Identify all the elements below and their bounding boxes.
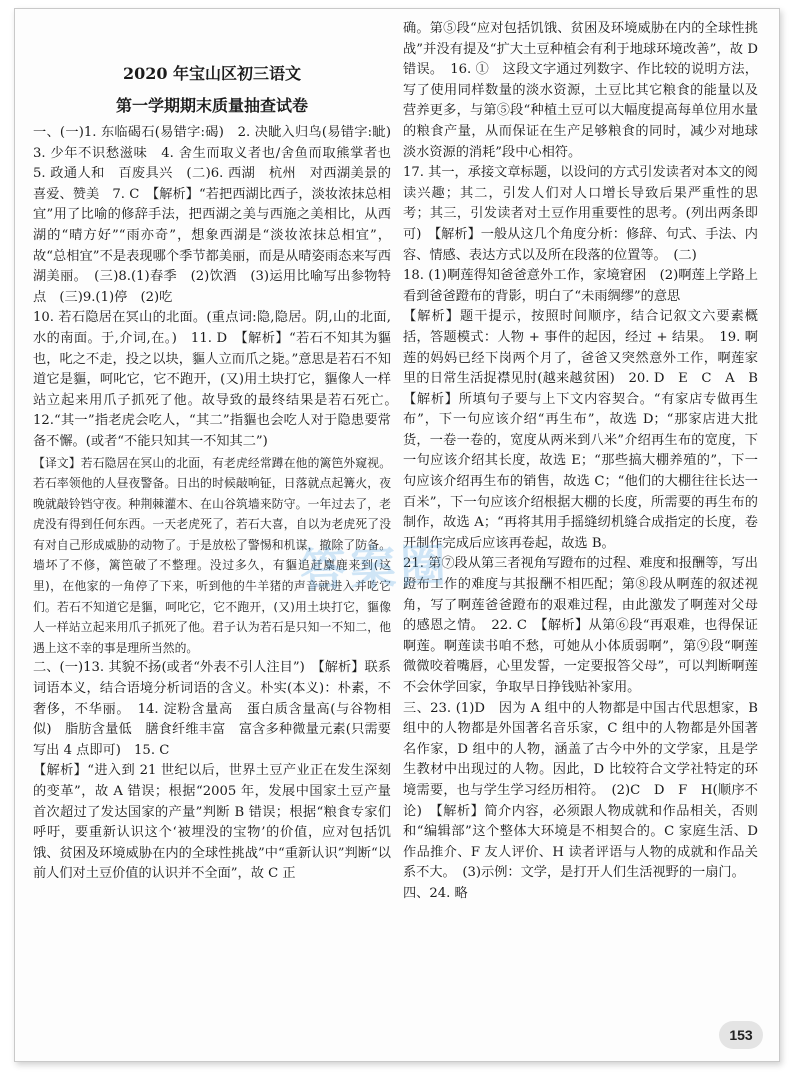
- answer-paragraph: 【解析】题干提示，按照时间顺序，结合记叙文六要素概括，答题模式：人物 + 事件的起因，经过 + 结果。 19. 啊莲的妈妈已经下岗两个月了，爸爸又突然意外工作，啊莲家里的日常生活捉襟见肘(越来越贫困) 20. D E C A B 【解析】所填句子要与上下文内容契合。“有家店专做再生布”，下一句应该介绍“再生布”，故选 D；“那家店进大批货，一卷一卷的，宽度从两米到八米”介绍再生布的宽度，下一句应该介绍其长度，故选 E；“那些搞大棚养殖的”，下一句应该介绍再生布的销售，故选 C；“他们的大棚往往长达一百米”，下一句应该介绍根据大棚的长度，所需要的再生布的制作，故选 A；“再将其用手摇缝纫机缝合成指定的长度，卷开制作完成后应该再卷起，故选 B。: [403, 309, 772, 551]
- answer-paragraph: 三、23. (1)D 因为 A 组中的人物都是中国古代思想家，B 组中的人物都是外国著名音乐家，C 组中的人物都是外国著名作家，D 组中的人物，涵盖了古今中外的文学家，且是学生教材中出现过的人物。因此，D 比较符合文学社特定的环境需要，也与学生学习经历相符。 (2)C D F H(顺序不论) 【解析】简介内容，必须跟人物成就和作品相关，否则和“编辑部”这个整体大环境是不相契合的。C 家庭生活、D 作品推介、F 友人评价、H 读者评语与人物的成就和作品关系不大。 (3)示例：文学，是打开人们生活视野的一扇门。: [403, 700, 758, 881]
- answer-paragraph: 二、(一)13. 其貌不扬(或者“外表不引人注目”) 【解析】联系词语本义，结合语境分析词语的含义。朴实(本义)：朴素，不奢侈，不华丽。 14. 淀粉含量高 蛋白质含量高(与谷物相似) 脂肪含量低 膳食纤维丰富 富含多种微量元素(只需要写出 4 点即可) 15. C: [33, 660, 391, 758]
- page-number: 153: [719, 1021, 763, 1049]
- document-page: [14, 8, 780, 1062]
- answer-paragraph: 【解析】“进入到 21 世纪以后，世界土豆产业正在发生深刻的变革”，故 A 错误；根据“2005 年，发展中国家土豆产量首次超过了发达国家的产量”判断 B 错误；根据“粮食专家们呼吁，要重新认识这个‘被埋没的宝物’的价值，应对包括饥饿、贫困及环境威胁在内的全球性挑战”中“重新认识”判断“以前人们对土豆价值的认识并不全面”，故 C 正: [33, 763, 391, 882]
- answer-paragraph: 18. (1)啊莲得知爸爸意外工作，家境窘困 (2)啊莲上学路上看到爸爸蹬布的背影，明白了“未雨绸缪”的意思: [403, 268, 758, 304]
- translation-paragraph: 【译文】若石隐居在冥山的北面，有老虎经常蹲在他的篱笆外窥视。若石率领他的人昼夜警备。日出的时候敲响钲，日落就点起篝火，夜晚就敲铃铛守夜。种荆棘灌木、在山谷筑墙来防守。一年过去了，老虎没有得到任何东西。一天老虎死了，若石大喜，自以为老虎死了没有对自己形成威胁的动物了。于是放松了警惕和机谋，撤除了防备。墙坏了不修，篱笆破了不整理。没过多久，有貙追赶麋鹿来到(这里)，在他家的一角停了下来，听到他的牛羊猪的声音就进入并吃它们。若石不知道它是貙，呵叱它，它不跑开，(又)用土块打它，貙像人一样站立起来用爪子抓死了他。君子认为若石是只知一不知二，他遇上这不幸的事是理所当然的。: [33, 455, 391, 655]
- answer-paragraph: 17. 其一，承接文章标题，以设问的方式引发读者对本文的阅读兴趣；其二，引发人们对人口增长导致后果严重性的思考；其三，引发读者对土豆作用重要性的思考。(列出两条即可) 【解析】一般从这几个角度分析：修辞、句式、手法、内容、情感、表达方式以及所在段落的位置等。 (二): [403, 165, 758, 263]
- exam-title: 2020 年宝山区初三语文: [122, 64, 302, 83]
- answer-paragraph: 21. 第⑦段从第三者视角写蹬布的过程、难度和报酬等，写出蹬布工作的难度与其报酬不相匹配；第⑧段从啊莲的叙述视角，写了啊莲爸爸蹬布的艰难过程，由此激发了啊莲对父母的感恩之情。 22. C 【解析】从第⑥段“再艰难，也得保证啊莲。啊莲读书咱不愁，可她从小体质弱啊”，第⑨段“啊莲微微咬着嘴唇，心里发誓，一定要报答父母”，可以判断啊莲不会休学回家，争取早日挣钱贴补家用。: [403, 556, 758, 695]
- exam-subtitle: 第一学期期末质量抽查试卷: [115, 96, 308, 115]
- answer-paragraph: 四、24. 略: [403, 885, 468, 901]
- right-column: [403, 19, 772, 905]
- answer-paragraph: 10. 若石隐居在冥山的北面。(重点词:隐,隐居。阴,山的北面,水的南面。于,介词,在。) 11. D 【解析】“若石不知其为貙也，叱之不走，投之以块，貙人立而爪之毙。”意思是若石不知道它是貙，呵叱它，它不跑开，(又)用土块打它，貙像人一样站立起来用爪子抓死了他。故导致的最终结果是若石死亡。 12.“其一”指老虎会吃人，“其二”指貙也会吃人对于隐患要常备不懈。(或者“不能只知其一不知其二”): [33, 310, 405, 449]
- left-column: [33, 61, 405, 885]
- watermark-logo: 答案圈: [299, 539, 451, 597]
- answer-paragraph: 确。第⑤段“应对包括饥饿、贫困及环境威胁在内的全球性挑战”并没有提及“扩大土豆种植会有利于地球环境改善”，故 D 错误。 16. ① 这段文字通过列数字、作比较的说明方法，写了使用同样数量的淡水资源，土豆比其它粮食的能量以及营养更多，与第⑤段“种植土豆可以大幅度提高每单位用水量的粮食产量，从而保证在生产足够粮食的同时，减少对地球淡水资源的消耗”段中心相符。: [403, 21, 758, 160]
- answer-paragraph: 一、(一)1. 东临碣石(易错字:碣) 2. 决眦入归鸟(易错字:眦) 3. 少年不识愁滋味 4. 舍生而取义者也/舍鱼而取熊掌者也 5. 政通人和 百废具兴 (二)6. 西湖 杭州 对西湖美景的喜爱、赞美 7. C 【解析】“若把西湖比西子，淡妆浓抹总相宜”用了比喻的修辞手法，把西湖之美与西施之美相比，从西湖的“晴方好”“雨亦奇”，想象西湖是“淡妆浓抹总相宜”，故“总相宜”不是表现哪个季节都美丽，而是从晴姿雨态来写西湖美丽。 (三)8.(1)春季 (2)饮酒 (3)运用比喻写出参物特点 (三)9.(1)停 (2)吃: [33, 125, 405, 305]
